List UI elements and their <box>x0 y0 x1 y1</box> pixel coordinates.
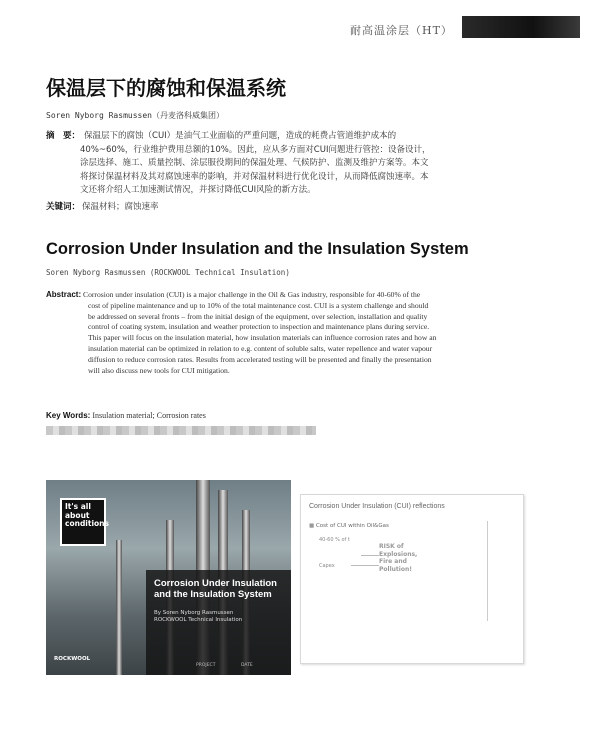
slide2-subbullet: 40-60 % of t <box>319 537 350 543</box>
zh-abstract-line: 将探讨保温材料及其对腐蚀速率的影响，并对保温材料进行优化设计，从而降低腐蚀速率。本 <box>80 171 429 182</box>
risk-line: Explosions, <box>379 550 418 558</box>
slide2-arrow <box>361 555 379 556</box>
en-abstract-line: This paper will focus on the insulation material, how insulation materials can influence corrosion rates and how an <box>88 333 437 343</box>
slide2-arrow <box>351 565 379 566</box>
slide-badge: It's all about conditions <box>60 498 106 546</box>
en-abstract-line: Corrosion under insulation (CUI) is a major challenge in the Oil & Gas industry, responsible for 40-60% of the <box>83 290 421 299</box>
zh-abstract-label: 摘 要： <box>46 131 81 141</box>
slide-title: Corrosion Under Insulation and the Insulation System <box>154 578 277 600</box>
slide2-title: Corrosion Under Insulation (CUI) reflections <box>309 503 445 510</box>
zh-abstract-line: 涂层选择、施工、质量控制、涂层服役期间的保温处理、气候防护、监测及维护方案等。本文 <box>80 158 429 168</box>
gray-divider-bar <box>46 426 316 435</box>
slide-byline-2: ROCKWOOL Technical Insulation <box>154 617 243 623</box>
risk-line: Fire and <box>379 558 407 565</box>
en-abstract-line: be addressed on several fronts – from the initial design of the equipment, over selection, installation and quality <box>88 311 428 321</box>
slide2-risk-text <box>379 543 417 573</box>
running-head-tab <box>462 16 580 38</box>
en-author: Soren Nyborg Rasmussen (ROCKWOOL Technical Insulation) <box>46 268 290 277</box>
zh-abstract-line: 40%~60%，行业维护费用总额的10%。因此，应从多方面对CUI问题进行管控：设备设计， <box>80 144 431 155</box>
zh-keywords <box>46 200 159 212</box>
en-abstract-line: control of coating system, insulation and weather protection to inspection and maintenance plans during service. <box>88 322 430 332</box>
slide-byline <box>154 610 289 624</box>
running-head: 耐高温涂层（HT） <box>350 24 453 37</box>
en-abstract-label: Abstract: <box>46 290 82 299</box>
slide2-subbullet: Capex <box>319 563 335 569</box>
en-abstract-line: cost of pipeline maintenance and up to 10% of the total maintenance cost. CUI is a system challenge and should <box>88 300 429 310</box>
en-abstract-line: will also discuss new tools for CUI mitigation. <box>88 365 230 375</box>
en-keywords-label: Key Words: <box>46 411 91 420</box>
zh-keywords-label: 关键词： <box>46 202 81 212</box>
zh-title: 保温层下的腐蚀和保温系统 <box>46 76 286 100</box>
en-keywords <box>46 411 206 420</box>
slide-cover-image <box>46 480 291 675</box>
slide-cui-reflections <box>300 494 524 664</box>
risk-line: Pollution! <box>379 565 412 573</box>
slide-footer-2: DATE <box>241 663 253 668</box>
en-abstract-line: diffusion to reduce corrosion rates. Results from accelerated testing will be presented and finally the presentation <box>88 354 432 364</box>
zh-keywords-text: 保温材料；腐蚀速率 <box>82 202 159 212</box>
pipe-graphic <box>116 540 122 675</box>
slide2-divider <box>487 521 488 621</box>
slide-byline-1: By Soren Nyborg Rasmussen <box>154 610 234 616</box>
rockwool-logo: ROCKWOOL <box>54 656 91 662</box>
zh-abstract <box>46 130 556 198</box>
en-title: Corrosion Under Insulation and the Insulation System <box>46 240 469 258</box>
zh-author: Soren Nyborg Rasmussen（丹麦洛科威集团） <box>46 111 224 120</box>
zh-abstract-line: 保温层下的腐蚀（CUI）是油气工业面临的严重问题，造成的耗费占管道维护成本的 <box>84 131 397 141</box>
en-abstract-line: insulation material can be optimized in relation to e.g. content of soluble salts, water repellence and water vapour <box>88 343 433 353</box>
slide-footer-1: PROJECT <box>196 663 216 668</box>
en-abstract <box>46 290 558 376</box>
en-keywords-text: Insulation material; Corrosion rates <box>92 411 206 420</box>
zh-abstract-line: 文还将介绍人工加速测试情况，并探讨降低CUI风险的新方法。 <box>80 185 316 195</box>
slide2-bullet: ■ Cost of CUI within Oil&Gas <box>309 523 389 529</box>
risk-line: RISK of <box>379 543 404 550</box>
